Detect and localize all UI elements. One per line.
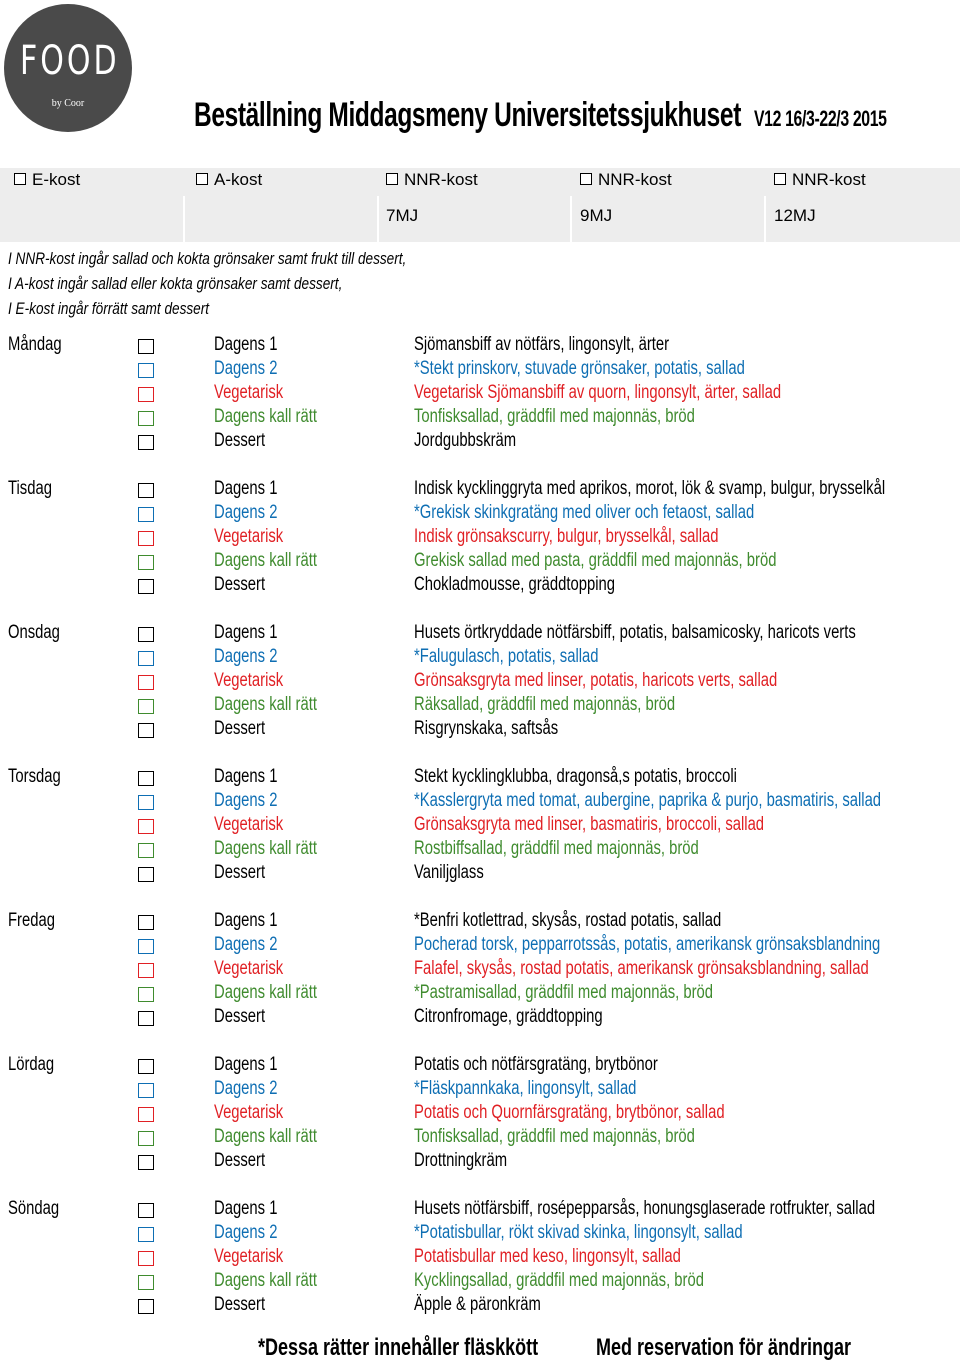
kost-option-nnr-7[interactable] bbox=[386, 170, 478, 194]
checkbox-dagens-kall-ratt[interactable] bbox=[138, 1131, 154, 1146]
dish-text: Drottningkräm bbox=[414, 1150, 508, 1171]
category-label: Vegetarisk bbox=[214, 958, 284, 979]
dish-text: Potatis och nötfärsgratäng, brytbönor bbox=[414, 1054, 658, 1075]
category-label: Vegetarisk bbox=[214, 814, 284, 835]
dish-text: *Falugulasch, potatis, sallad bbox=[414, 646, 599, 667]
logo-word: FOOD bbox=[20, 38, 120, 84]
dish-text: Grönsaksgryta med linser, potatis, haricots verts, sallad bbox=[414, 670, 778, 691]
kost-label: E-kost bbox=[32, 170, 81, 189]
day-label: Torsdag bbox=[8, 766, 61, 787]
dish-text: Falafel, skysås, rostad potatis, amerikansk grönsaksblandning, sallad bbox=[414, 958, 869, 979]
kost-label: NNR-kost bbox=[598, 170, 672, 189]
dish-text: Jordgubbskräm bbox=[414, 430, 517, 451]
category-label: Dagens 2 bbox=[214, 790, 278, 811]
dish-text: Risgrynskaka, saftsås bbox=[414, 718, 559, 739]
kost-option-nnr-9[interactable] bbox=[580, 170, 672, 194]
dish-text: Potatis och Quornfärsgratäng, brytbönor, sallad bbox=[414, 1102, 725, 1123]
category-label: Dagens 1 bbox=[214, 1198, 278, 1219]
dish-text: Husets örtkryddade nötfärsbiff, potatis, balsamicosky, haricots verts bbox=[414, 622, 856, 643]
checkbox-dagens-kall-ratt[interactable] bbox=[138, 1275, 154, 1290]
page-title bbox=[194, 96, 887, 135]
category-label: Vegetarisk bbox=[214, 1246, 284, 1267]
note-line: I E-kost ingår förrätt samt dessert bbox=[8, 299, 210, 318]
category-label: Dessert bbox=[214, 1150, 266, 1171]
dish-text: Tonfisksallad, gräddfil med majonnäs, bröd bbox=[414, 1126, 695, 1147]
dish-text: *Fläskpannkaka, lingonsylt, sallad bbox=[414, 1078, 637, 1099]
pork-note: *Dessa rätter innehåller fläskkött bbox=[258, 1334, 539, 1361]
day-label: Måndag bbox=[8, 334, 62, 355]
dish-text: Vegetarisk Sjömansbiff av quorn, lingonsylt, ärter, sallad bbox=[414, 382, 782, 403]
kost-energy: 9MJ bbox=[580, 206, 613, 225]
dish-text: Pocherad torsk, pepparrotssås, potatis, amerikansk grönsaksblandning bbox=[414, 934, 881, 955]
kost-divider bbox=[183, 196, 185, 242]
kost-energy: 7MJ bbox=[386, 206, 419, 225]
dish-text: Tonfisksallad, gräddfil med majonnäs, bröd bbox=[414, 406, 695, 427]
category-label: Dagens kall rätt bbox=[214, 550, 317, 571]
checkbox-vegetarisk[interactable] bbox=[138, 1107, 154, 1122]
checkbox-dagens-kall-ratt[interactable] bbox=[138, 843, 154, 858]
dish-text: *Benfri kotlettrad, skysås, rostad potatis, sallad bbox=[414, 910, 722, 931]
dish-text: Chokladmousse, gräddtopping bbox=[414, 574, 616, 595]
category-label: Dessert bbox=[214, 430, 266, 451]
category-label: Dagens kall rätt bbox=[214, 1270, 317, 1291]
category-label: Dagens 2 bbox=[214, 646, 278, 667]
kost-option-a[interactable] bbox=[196, 170, 262, 194]
kost-label: A-kost bbox=[214, 170, 263, 189]
kost-option-e[interactable] bbox=[14, 170, 80, 194]
category-label: Dagens kall rätt bbox=[214, 694, 317, 715]
checkbox-dagens-1[interactable] bbox=[138, 1203, 154, 1218]
kost-option-nnr-12[interactable] bbox=[774, 170, 866, 194]
note-line: I NNR-kost ingår sallad och kokta grönsaker samt frukt till dessert, bbox=[8, 249, 407, 268]
category-label: Dagens kall rätt bbox=[214, 838, 317, 859]
checkbox-icon[interactable] bbox=[386, 173, 398, 185]
category-label: Dagens 2 bbox=[214, 1078, 278, 1099]
title-text: Beställning Middagsmeny Universitetssjukhuset bbox=[194, 96, 741, 134]
kost-notes bbox=[8, 246, 406, 321]
dish-text: Rostbiffsallad, gräddfil med majonnäs, bröd bbox=[414, 838, 699, 859]
category-label: Dagens 2 bbox=[214, 1222, 278, 1243]
checkbox-dagens-1[interactable] bbox=[138, 1059, 154, 1074]
dish-text: Indisk kycklinggryta med aprikos, morot, lök & svamp, bulgur, brysselkål bbox=[414, 478, 886, 499]
logo-sub: by Coor bbox=[51, 98, 85, 109]
category-label: Dagens 2 bbox=[214, 358, 278, 379]
checkbox-icon[interactable] bbox=[196, 173, 208, 185]
checkbox-dessert[interactable] bbox=[138, 867, 154, 882]
checkbox-dagens-2[interactable] bbox=[138, 651, 154, 666]
category-label: Dagens 1 bbox=[214, 478, 278, 499]
checkbox-vegetarisk[interactable] bbox=[138, 531, 154, 546]
kost-label: NNR-kost bbox=[404, 170, 478, 189]
checkbox-dagens-kall-ratt[interactable] bbox=[138, 411, 154, 426]
checkbox-icon[interactable] bbox=[580, 173, 592, 185]
checkbox-dagens-1[interactable] bbox=[138, 915, 154, 930]
checkbox-dagens-2[interactable] bbox=[138, 939, 154, 954]
category-label: Vegetarisk bbox=[214, 1102, 284, 1123]
category-label: Dessert bbox=[214, 1006, 266, 1027]
category-label: Dagens 1 bbox=[214, 1054, 278, 1075]
checkbox-dagens-kall-ratt[interactable] bbox=[138, 699, 154, 714]
category-label: Dagens 1 bbox=[214, 334, 278, 355]
checkbox-dessert[interactable] bbox=[138, 579, 154, 594]
dish-text: Vaniljglass bbox=[414, 862, 484, 883]
dish-text: Räksallad, gräddfil med majonnäs, bröd bbox=[414, 694, 676, 715]
checkbox-dessert[interactable] bbox=[138, 1155, 154, 1170]
category-label: Dessert bbox=[214, 574, 266, 595]
checkbox-dagens-kall-ratt[interactable] bbox=[138, 987, 154, 1002]
category-label: Vegetarisk bbox=[214, 670, 284, 691]
dish-text: Sjömansbiff av nötfärs, lingonsylt, ärter bbox=[414, 334, 670, 355]
checkbox-dessert[interactable] bbox=[138, 435, 154, 450]
reservation-note: Med reservation för ändringar bbox=[596, 1334, 852, 1361]
kost-divider bbox=[377, 196, 379, 242]
checkbox-dagens-1[interactable] bbox=[138, 627, 154, 642]
dish-text: Husets nötfärsbiff, rosépepparsås, honungsglaserade rotfrukter, sallad bbox=[414, 1198, 876, 1219]
category-label: Vegetarisk bbox=[214, 382, 284, 403]
dish-text: Indisk grönsakscurry, bulgur, brysselkål, sallad bbox=[414, 526, 719, 547]
checkbox-icon[interactable] bbox=[14, 173, 26, 185]
dish-text: *Potatisbullar, rökt skivad skinka, lingonsylt, sallad bbox=[414, 1222, 743, 1243]
checkbox-dagens-2[interactable] bbox=[138, 363, 154, 378]
category-label: Dagens 2 bbox=[214, 502, 278, 523]
checkbox-dagens-kall-ratt[interactable] bbox=[138, 555, 154, 570]
kost-divider bbox=[764, 196, 766, 242]
category-label: Dagens 1 bbox=[214, 622, 278, 643]
dish-text: *Grekisk skinkgratäng med oliver och fetaost, sallad bbox=[414, 502, 755, 523]
kost-energy: 12MJ bbox=[774, 206, 816, 225]
checkbox-dessert[interactable] bbox=[138, 1011, 154, 1026]
dish-text: Stekt kycklingklubba, dragonså,s potatis, broccoli bbox=[414, 766, 737, 787]
note-line: I A-kost ingår sallad eller kokta grönsaker samt dessert, bbox=[8, 274, 343, 293]
category-label: Dagens kall rätt bbox=[214, 406, 317, 427]
checkbox-vegetarisk[interactable] bbox=[138, 963, 154, 978]
checkbox-vegetarisk[interactable] bbox=[138, 387, 154, 402]
checkbox-dagens-2[interactable] bbox=[138, 1083, 154, 1098]
category-label: Dagens 2 bbox=[214, 934, 278, 955]
dish-text: *Pastramisallad, gräddfil med majonnäs, bröd bbox=[414, 982, 714, 1003]
checkbox-dessert[interactable] bbox=[138, 1299, 154, 1314]
day-label: Söndag bbox=[8, 1198, 60, 1219]
category-label: Dagens kall rätt bbox=[214, 1126, 317, 1147]
kost-divider bbox=[570, 196, 572, 242]
checkbox-vegetarisk[interactable] bbox=[138, 1251, 154, 1266]
checkbox-dagens-2[interactable] bbox=[138, 1227, 154, 1242]
dish-text: Kycklingsallad, gräddfil med majonnäs, bröd bbox=[414, 1270, 704, 1291]
category-label: Vegetarisk bbox=[214, 526, 284, 547]
food-by-coor-logo bbox=[4, 4, 132, 132]
checkbox-dagens-2[interactable] bbox=[138, 795, 154, 810]
dish-text: Potatisbullar med keso, lingonsylt, sallad bbox=[414, 1246, 681, 1267]
category-label: Dagens 1 bbox=[214, 766, 278, 787]
checkbox-vegetarisk[interactable] bbox=[138, 675, 154, 690]
dish-text: Äpple & päronkräm bbox=[414, 1294, 541, 1315]
dish-text: *Kasslergryta med tomat, aubergine, paprika & purjo, basmatiris, sallad bbox=[414, 790, 882, 811]
category-label: Dagens 1 bbox=[214, 910, 278, 931]
checkbox-vegetarisk[interactable] bbox=[138, 819, 154, 834]
category-label: Dessert bbox=[214, 862, 266, 883]
kost-label: NNR-kost bbox=[792, 170, 866, 189]
day-label: Fredag bbox=[8, 910, 55, 931]
day-label: Lördag bbox=[8, 1054, 55, 1075]
checkbox-icon[interactable] bbox=[774, 173, 786, 185]
dish-text: *Stekt prinskorv, stuvade grönsaker, potatis, sallad bbox=[414, 358, 745, 379]
category-label: Dagens kall rätt bbox=[214, 982, 317, 1003]
category-label: Dessert bbox=[214, 1294, 266, 1315]
checkbox-dessert[interactable] bbox=[138, 723, 154, 738]
checkbox-dagens-2[interactable] bbox=[138, 507, 154, 522]
checkbox-dagens-1[interactable] bbox=[138, 483, 154, 498]
day-label: Onsdag bbox=[8, 622, 60, 643]
checkbox-dagens-1[interactable] bbox=[138, 771, 154, 786]
dish-text: Grekisk sallad med pasta, gräddfil med majonnäs, bröd bbox=[414, 550, 777, 571]
category-label: Dessert bbox=[214, 718, 266, 739]
checkbox-dagens-1[interactable] bbox=[138, 339, 154, 354]
day-label: Tisdag bbox=[8, 478, 52, 499]
dish-text: Grönsaksgryta med linser, basmatiris, broccoli, sallad bbox=[414, 814, 765, 835]
version-text: V12 16/3-22/3 2015 bbox=[753, 106, 887, 131]
dish-text: Citronfromage, gräddtopping bbox=[414, 1006, 603, 1027]
